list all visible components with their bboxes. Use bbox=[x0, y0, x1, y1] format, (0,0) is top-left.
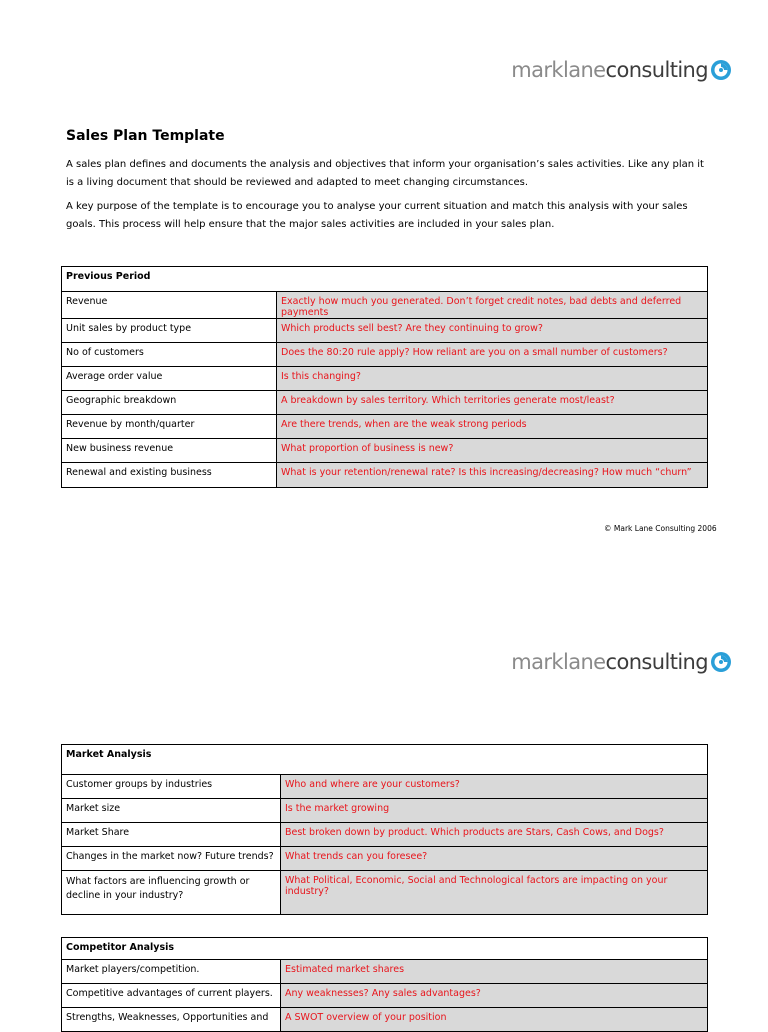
table-heading: Previous Period bbox=[62, 267, 708, 292]
page-title: Sales Plan Template bbox=[66, 128, 225, 144]
table-row bbox=[62, 847, 708, 871]
row-question: What Political, Economic, Social and Technological factors are impacting on your industry? bbox=[281, 871, 708, 915]
row-question: A breakdown by sales territory. Which territories generate most/least? bbox=[277, 391, 708, 415]
company-logo bbox=[511, 650, 732, 674]
logo-text-marklane: marklane bbox=[511, 650, 606, 674]
table-row bbox=[62, 292, 708, 319]
logo-text-consulting: consulting bbox=[605, 650, 708, 674]
intro-paragraph: A key purpose of the template is to encourage you to analyse your current situation and match this analysis with your sales goals. This process will help ensure that the major sales activities are included in your sales plan. bbox=[66, 201, 688, 230]
row-label: Market Share bbox=[62, 823, 281, 847]
table-row bbox=[62, 343, 708, 367]
table-row bbox=[62, 1008, 708, 1032]
logo-text-marklane: marklane bbox=[511, 58, 606, 82]
row-label: Geographic breakdown bbox=[62, 391, 277, 415]
row-question: Does the 80:20 rule apply? How reliant are you on a small number of customers? bbox=[277, 343, 708, 367]
copyright-notice: © Mark Lane Consulting 2006 bbox=[604, 524, 717, 533]
intro-paragraph: A sales plan defines and documents the analysis and objectives that inform your organisation’s sales activities. Like any plan it is a living document that should be reviewed and adapted to meet changing circumstances. bbox=[66, 159, 704, 188]
row-question: Who and where are your customers? bbox=[281, 775, 708, 799]
table-row bbox=[62, 367, 708, 391]
row-label: What factors are influencing growth or decline in your industry? bbox=[62, 871, 281, 915]
table-heading: Market Analysis bbox=[62, 745, 708, 775]
row-label: Market players/competition. bbox=[62, 960, 281, 984]
table-row bbox=[62, 984, 708, 1008]
row-question: Estimated market shares bbox=[281, 960, 708, 984]
row-question: Which products sell best? Are they continuing to grow? bbox=[277, 319, 708, 343]
market-analysis-table bbox=[61, 744, 708, 915]
previous-period-table bbox=[61, 266, 708, 488]
table-row bbox=[62, 960, 708, 984]
row-question: What proportion of business is new? bbox=[277, 439, 708, 463]
row-label: Average order value bbox=[62, 367, 277, 391]
row-label: Customer groups by industries bbox=[62, 775, 281, 799]
row-label: No of customers bbox=[62, 343, 277, 367]
row-label: Revenue bbox=[62, 292, 277, 319]
row-question: Any weaknesses? Any sales advantages? bbox=[281, 984, 708, 1008]
table-row bbox=[62, 775, 708, 799]
table-row bbox=[62, 319, 708, 343]
row-question: Best broken down by product. Which products are Stars, Cash Cows, and Dogs? bbox=[281, 823, 708, 847]
row-label: Strengths, Weaknesses, Opportunities and bbox=[62, 1008, 281, 1032]
logo-text-consulting: consulting bbox=[605, 58, 708, 82]
row-label: New business revenue bbox=[62, 439, 277, 463]
row-label: Market size bbox=[62, 799, 281, 823]
row-question: A SWOT overview of your position bbox=[281, 1008, 708, 1032]
competitor-analysis-table bbox=[61, 937, 708, 1032]
table-row bbox=[62, 871, 708, 915]
row-question: What trends can you foresee? bbox=[281, 847, 708, 871]
row-question: Is the market growing bbox=[281, 799, 708, 823]
swirl-icon bbox=[710, 59, 732, 81]
row-question: What is your retention/renewal rate? Is this increasing/decreasing? How much “churn” bbox=[277, 463, 708, 488]
table-heading: Competitor Analysis bbox=[62, 938, 708, 960]
row-label: Competitive advantages of current players. bbox=[62, 984, 281, 1008]
row-label: Revenue by month/quarter bbox=[62, 415, 277, 439]
table-row bbox=[62, 415, 708, 439]
row-label: Renewal and existing business bbox=[62, 463, 277, 488]
row-question: Exactly how much you generated. Don’t forget credit notes, bad debts and deferred payments bbox=[277, 292, 708, 319]
table-row bbox=[62, 823, 708, 847]
table-row bbox=[62, 391, 708, 415]
table-row bbox=[62, 463, 708, 488]
row-label: Unit sales by product type bbox=[62, 319, 277, 343]
row-question: Is this changing? bbox=[277, 367, 708, 391]
swirl-icon bbox=[710, 651, 732, 673]
row-question: Are there trends, when are the weak strong periods bbox=[277, 415, 708, 439]
row-label: Changes in the market now? Future trends? bbox=[62, 847, 281, 871]
table-row bbox=[62, 799, 708, 823]
table-row bbox=[62, 439, 708, 463]
company-logo bbox=[511, 58, 732, 82]
